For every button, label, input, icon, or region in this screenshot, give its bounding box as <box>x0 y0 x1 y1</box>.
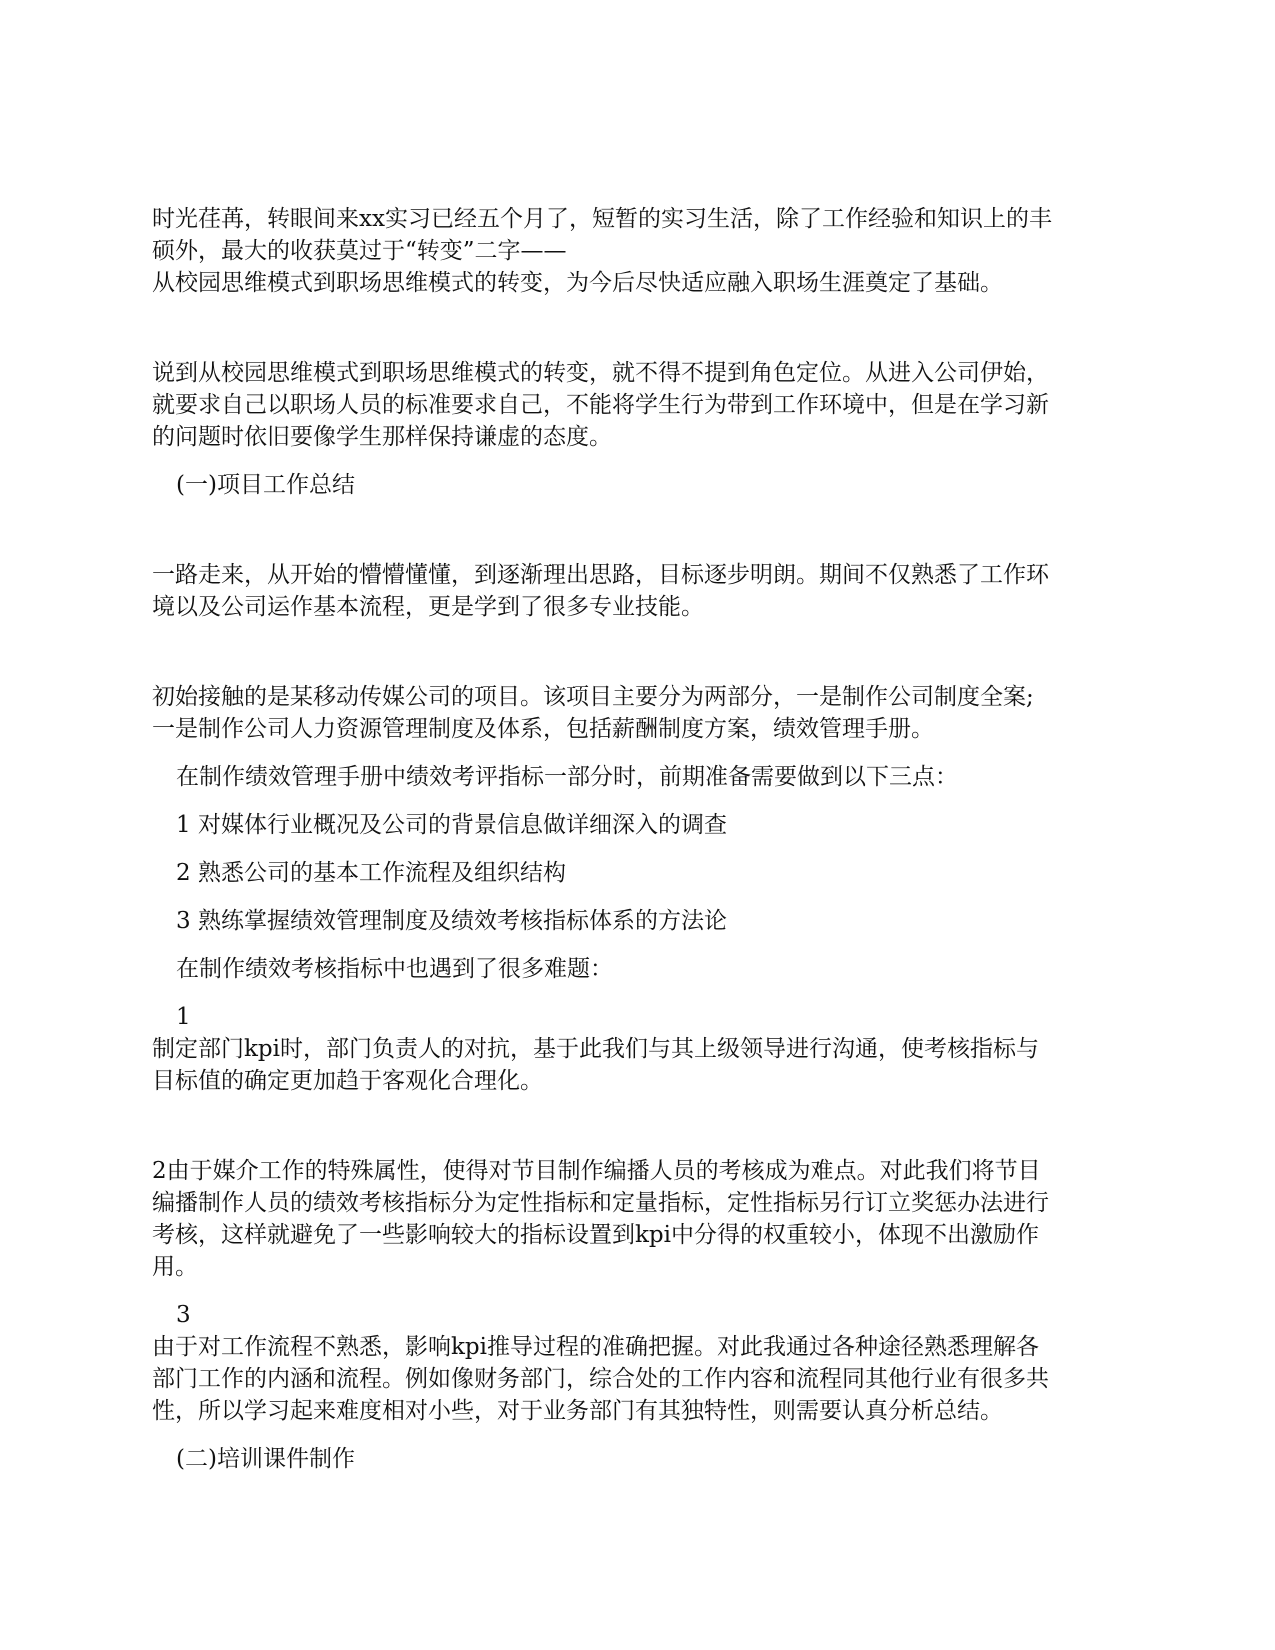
text-line: 部门工作的内涵和流程。例如像财务部门，综合处的工作内容和流程同其他行业有很多共 <box>152 1366 1049 1392</box>
paragraph-role <box>152 357 1122 453</box>
item-number: 3 <box>176 1302 191 1328</box>
text-line: 2由于媒介工作的特殊属性，使得对节目制作编播人员的考核成为难点。对此我们将节目 <box>152 1158 1041 1184</box>
text-line: 编播制作人员的绩效考核指标分为定性指标和定量指标，定性指标另行订立奖惩办法进行 <box>152 1190 1049 1216</box>
text-line: 就要求自己以职场人员的标准要求自己，不能将学生行为带到工作环境中，但是在学习新 <box>152 392 1049 418</box>
list-item: 1 对媒体行业概况及公司的背景信息做详细深入的调查 <box>176 812 727 838</box>
text-line: 用。 <box>152 1254 198 1280</box>
section-heading-project: (一)项目工作总结 <box>176 472 355 498</box>
difficulty-item-1 <box>152 1001 1122 1097</box>
text-line: 时光荏苒，转眼间来xx实习已经五个月了，短暂的实习生活，除了工作经验和知识上的丰 <box>152 206 1052 232</box>
difficulty-item-3 <box>152 1299 1122 1427</box>
text-line: 境以及公司运作基本流程，更是学到了很多专业技能。 <box>152 594 704 620</box>
text-line: 考核，这样就避免了一些影响较大的指标设置到kpi中分得的权重较小，体现不出激励作 <box>152 1222 1040 1248</box>
text-line: 初始接触的是某移动传媒公司的项目。该项目主要分为两部分，一是制作公司制度全案; <box>152 684 1034 710</box>
text-line: 制定部门kpi时，部门负责人的对抗，基于此我们与其上级领导进行沟通，使考核指标与 <box>152 1036 1040 1062</box>
text-line: 目标值的确定更加趋于客观化合理化。 <box>152 1068 543 1094</box>
text-line: 一是制作公司人力资源管理制度及体系，包括薪酬制度方案，绩效管理手册。 <box>152 716 934 742</box>
paragraph-project <box>152 681 1122 745</box>
text-line: 一路走来，从开始的懵懵懂懂，到逐渐理出思路，目标逐步明朗。期间不仅熟悉了工作环 <box>152 562 1049 588</box>
text-line: 从校园思维模式到职场思维模式的转变，为今后尽快适应融入职场生涯奠定了基础。 <box>152 270 1003 296</box>
paragraph-difficulties: 在制作绩效考核指标中也遇到了很多难题： <box>176 956 613 982</box>
list-item: 2 熟悉公司的基本工作流程及组织结构 <box>176 860 566 886</box>
item-number: 1 <box>176 1004 191 1030</box>
text-line: 说到从校园思维模式到职场思维模式的转变，就不得不提到角色定位。从进入公司伊始， <box>152 360 1049 386</box>
text-line: 由于对工作流程不熟悉，影响kpi推导过程的准确把握。对此我通过各种途径熟悉理解各 <box>152 1334 1040 1360</box>
text-line: 的问题时依旧要像学生那样保持谦虚的态度。 <box>152 424 612 450</box>
list-item: 3 熟练掌握绩效管理制度及绩效考核指标体系的方法论 <box>176 908 727 934</box>
paragraph-intro <box>152 203 1122 299</box>
text-line: 性，所以学习起来难度相对小些，对于业务部门有其独特性，则需要认真分析总结。 <box>152 1398 1003 1424</box>
text-line: 硕外，最大的收获莫过于“转变”二字—— <box>152 238 567 264</box>
paragraph-preparation: 在制作绩效管理手册中绩效考评指标一部分时，前期准备需要做到以下三点： <box>176 764 958 790</box>
difficulty-item-2 <box>152 1155 1122 1283</box>
document-body <box>152 203 1122 1475</box>
section-heading-training: (二)培训课件制作 <box>176 1446 355 1472</box>
paragraph-journey <box>152 559 1122 623</box>
